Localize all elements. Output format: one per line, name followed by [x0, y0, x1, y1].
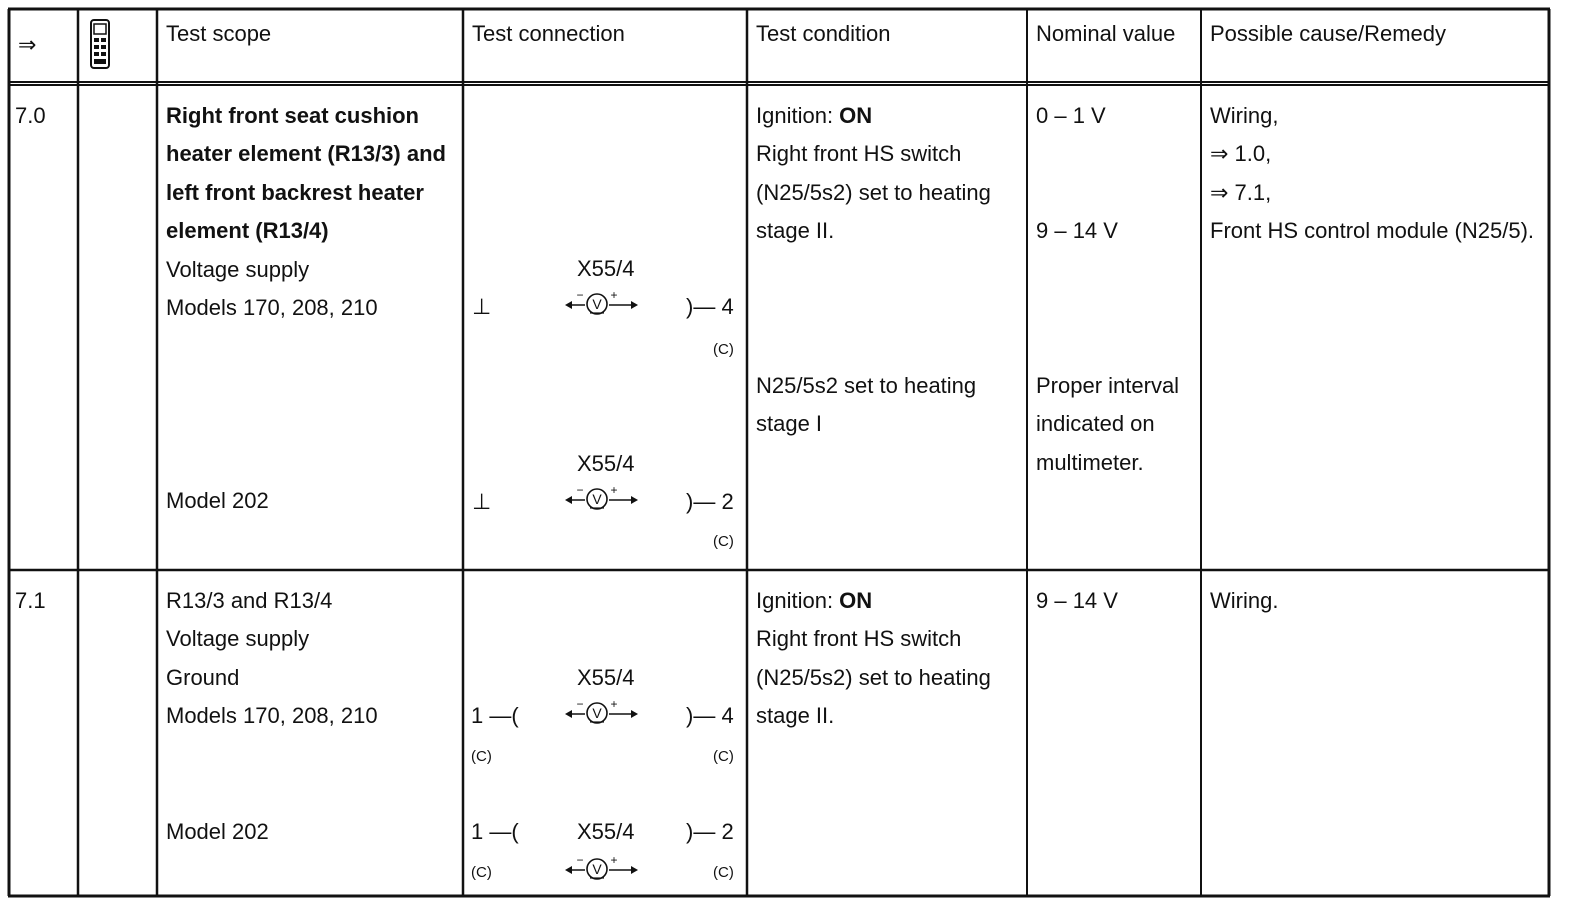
cause-line: Wiring,	[1210, 103, 1279, 128]
svg-text:+: +	[610, 697, 618, 711]
scope-line: Models 170, 208, 210	[166, 295, 378, 320]
nominal-value: multimeter.	[1036, 450, 1144, 475]
cause-line: Front HS control module (N25/5).	[1210, 218, 1535, 243]
voltmeter-icon	[563, 288, 643, 318]
nominal-value: 0 – 1 V	[1036, 103, 1106, 128]
condition-line: stage II.	[756, 703, 835, 728]
connector-note: (C)	[471, 864, 492, 881]
header-nominal-value: Nominal value	[1036, 21, 1176, 46]
header-test-condition: Test condition	[756, 21, 891, 46]
header-test-connection: Test connection	[472, 21, 625, 46]
svg-text:−: −	[576, 483, 584, 497]
socket-label: X55/4	[577, 819, 635, 844]
connector-note: (C)	[713, 341, 734, 358]
connector-pin: )— 2	[686, 819, 734, 844]
socket-label: X55/4	[577, 451, 635, 476]
voltmeter-icon	[563, 483, 643, 513]
header-test-scope: Test scope	[166, 21, 272, 46]
connector-note: (C)	[713, 533, 734, 550]
nominal-value: indicated on	[1036, 411, 1155, 436]
cause-line: ⇒ 1.0,	[1210, 141, 1272, 166]
scope-line: Voltage supply	[166, 626, 310, 651]
svg-text:V: V	[592, 491, 602, 507]
scope-title-line: left front backrest heater	[166, 180, 424, 205]
svg-text:V: V	[592, 861, 602, 877]
connector-pin: )— 4	[686, 703, 734, 728]
svg-text:−: −	[576, 288, 584, 302]
condition-line: (N25/5s2) set to heating	[756, 665, 991, 690]
connector-note: (C)	[713, 748, 734, 765]
step-number: 7.1	[15, 588, 46, 613]
scope-line: R13/3 and R13/4	[166, 588, 333, 613]
cause-line: ⇒ 7.1,	[1210, 180, 1272, 205]
svg-text:V: V	[592, 705, 602, 721]
step-number: 7.0	[15, 103, 46, 128]
tester-icon	[89, 18, 111, 70]
scope-line: Voltage supply	[166, 257, 310, 282]
scope-model: Model 202	[166, 488, 269, 513]
header-possible-cause: Possible cause/Remedy	[1210, 21, 1447, 46]
svg-text:+: +	[610, 288, 618, 302]
socket-label: X55/4	[577, 256, 635, 281]
svg-text:−: −	[576, 697, 584, 711]
connector-pin: )— 2	[686, 489, 734, 514]
cause-line: Wiring.	[1210, 588, 1279, 613]
scope-title-line: element (R13/4)	[166, 218, 329, 243]
condition-line: (N25/5s2) set to heating	[756, 180, 991, 205]
nominal-value: 9 – 14 V	[1036, 588, 1118, 613]
condition-line: Right front HS switch	[756, 626, 962, 651]
condition-line: Right front HS switch	[756, 141, 962, 166]
condition-line: N25/5s2 set to heating	[756, 373, 977, 398]
svg-text:−: −	[576, 853, 584, 867]
scope-title-line: heater element (R13/3) and	[166, 141, 446, 166]
scope-line: Ground	[166, 665, 240, 690]
socket-label: X55/4	[577, 665, 635, 690]
connector-pin: 1 —(	[471, 703, 519, 728]
svg-text:+: +	[610, 853, 618, 867]
ground-symbol: ⊥	[472, 294, 492, 319]
condition-line: stage I	[756, 411, 823, 436]
nominal-value: 9 – 14 V	[1036, 218, 1118, 243]
svg-text:+: +	[610, 483, 618, 497]
condition-ignition: Ignition: ON	[756, 588, 873, 613]
header-arrow: ⇒	[18, 32, 37, 57]
connector-note: (C)	[471, 748, 492, 765]
ground-symbol: ⊥	[472, 489, 492, 514]
scope-title-line: Right front seat cushion	[166, 103, 419, 128]
connector-note: (C)	[713, 864, 734, 881]
connector-pin: )— 4	[686, 294, 734, 319]
condition-line: stage II.	[756, 218, 835, 243]
voltmeter-icon	[563, 697, 643, 727]
svg-text:V: V	[592, 296, 602, 312]
scope-model: Model 202	[166, 819, 269, 844]
voltmeter-icon	[563, 853, 643, 883]
scope-line: Models 170, 208, 210	[166, 703, 378, 728]
condition-ignition: Ignition: ON	[756, 103, 873, 128]
nominal-value: Proper interval	[1036, 373, 1180, 398]
connector-pin: 1 —(	[471, 819, 519, 844]
